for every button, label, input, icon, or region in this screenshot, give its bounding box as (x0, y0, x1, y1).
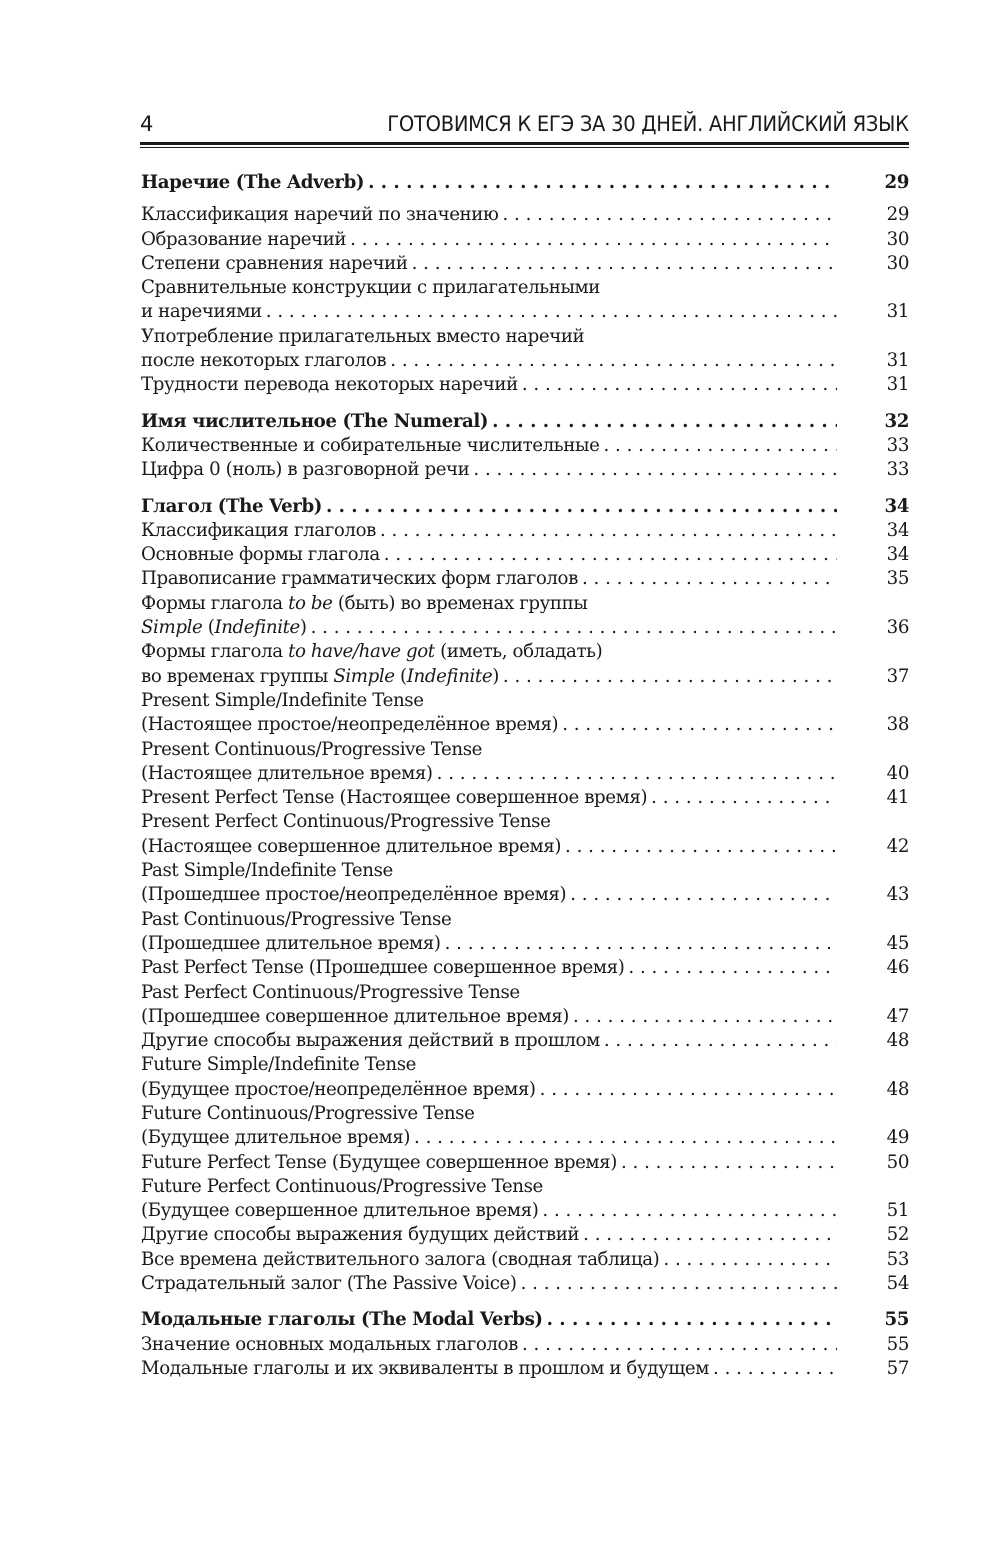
toc-entry-title (141, 1308, 543, 1332)
text-segment: Present Perfect Continuous/Progressive Tense (141, 811, 551, 833)
toc-line (141, 543, 909, 567)
dot-leader (565, 835, 837, 859)
dot-leader (414, 1126, 837, 1150)
toc-entry-title (141, 1199, 538, 1223)
text-segment: после некоторых глаголов (141, 350, 387, 372)
toc-entry (141, 203, 909, 227)
text-segment: ) (299, 617, 307, 639)
toc-entry-title (141, 1053, 416, 1077)
toc-entry-title (141, 1126, 410, 1150)
text-segment: (Прошедшее совершенное длительное время) (141, 1005, 569, 1027)
toc-line (141, 1151, 909, 1175)
text-segment: Present Perfect Tense (Настоящее совершенное время) (141, 787, 648, 809)
toc-line (141, 616, 909, 640)
text-segment: Past Continuous/Progressive Tense (141, 908, 452, 930)
text-segment: Present Continuous/Progressive Tense (141, 738, 483, 760)
toc-line (141, 410, 909, 434)
toc-entry-title (141, 956, 624, 980)
dot-leader (473, 458, 837, 482)
toc-entry-title (141, 1175, 543, 1199)
toc-entry (141, 1029, 909, 1053)
text-segment: Формы глагола (141, 641, 289, 663)
toc-page-number: 54 (886, 1273, 909, 1295)
toc-page-number: 46 (886, 957, 909, 979)
toc-entry (141, 252, 909, 276)
text-segment: Past Perfect Tense (Прошедшее совершенное время) (141, 957, 625, 979)
toc-line (141, 1333, 909, 1357)
text-segment: (Прошедшее простое/неопределённое время) (141, 884, 567, 906)
text-segment: (Настоящее длительное время) (141, 762, 433, 784)
toc-page-number: 51 (886, 1200, 909, 1222)
toc-page-number: 50 (886, 1151, 909, 1173)
toc-page-number: 30 (886, 252, 909, 274)
text-segment: Все времена действительного залога (сводная таблица) (141, 1248, 660, 1270)
text-segment: (Будущее совершенное длительное время) (141, 1200, 539, 1222)
toc-page-number: 55 (884, 1309, 909, 1331)
toc-entry-title (141, 1357, 709, 1381)
toc-page-number: 29 (884, 172, 909, 193)
toc-page-number: 48 (886, 1078, 909, 1100)
dot-leader (713, 1357, 837, 1381)
toc-entry (141, 908, 909, 957)
running-header (140, 104, 909, 136)
toc-entry-title (141, 713, 558, 737)
text-segment: Степени сравнения наречий (141, 252, 408, 274)
toc-entry-title (141, 410, 488, 434)
text-segment: Наречие (The Adverb) (141, 172, 365, 193)
toc-page-number: 40 (886, 762, 909, 784)
dot-leader (502, 203, 837, 227)
toc-entry-title (141, 171, 364, 195)
dot-leader (390, 349, 837, 373)
toc-entry-title (141, 1102, 474, 1126)
running-title: ГОТОВИМСЯ К ЕГЭ ЗА 30 ДНЕЙ. АНГЛИЙСКИЙ ЯЗЫК (387, 112, 909, 136)
toc-entry-title (141, 835, 561, 859)
dot-leader (542, 1199, 837, 1223)
dot-leader (583, 1223, 837, 1247)
italic-term: Indefinite (214, 617, 300, 639)
toc-line (141, 171, 909, 195)
text-segment: Future Perfect Tense (Будущее совершенное время) (141, 1151, 617, 1173)
toc-entry (141, 1053, 909, 1102)
italic-term: Simple (141, 617, 203, 639)
toc-entry (141, 859, 909, 908)
toc-page-number: 31 (886, 301, 909, 323)
toc-line (141, 1308, 909, 1332)
toc-line (141, 932, 909, 956)
toc-line (141, 325, 909, 349)
toc-line (141, 1053, 909, 1077)
toc-line (141, 349, 909, 373)
toc-page-number: 35 (886, 568, 909, 590)
toc-section-heading (141, 1308, 909, 1332)
toc-line (141, 458, 909, 482)
toc-entry-title (141, 932, 441, 956)
toc-entry-title (141, 1005, 569, 1029)
toc-entry-title (141, 1151, 617, 1175)
toc-entry (141, 228, 909, 252)
dot-leader (437, 762, 837, 786)
dot-leader (621, 1151, 837, 1175)
text-segment: Другие способы выражения действий в прошлом (141, 1030, 600, 1052)
toc-page-number: 32 (884, 410, 909, 432)
toc-section-heading (141, 495, 909, 519)
toc-line (141, 883, 909, 907)
toc-page-number: 29 (886, 204, 909, 226)
text-segment: ) (492, 665, 499, 687)
dot-leader (521, 1272, 837, 1296)
toc-page-number: 49 (886, 1127, 909, 1149)
toc-line (141, 738, 909, 762)
text-segment: Имя числительное (The Numeral) (141, 410, 489, 432)
toc-line (141, 956, 909, 980)
toc-entry (141, 981, 909, 1030)
dot-leader (628, 956, 837, 980)
dot-leader (412, 252, 837, 276)
toc-entry (141, 543, 909, 567)
toc-entry-title (141, 908, 451, 932)
toc-line (141, 1005, 909, 1029)
toc-entry (141, 434, 909, 458)
toc-line (141, 1357, 909, 1381)
toc-entry-title (141, 228, 346, 252)
toc-entry (141, 640, 909, 689)
toc-entry (141, 567, 909, 591)
toc-line (141, 713, 909, 737)
toc-page-number: 48 (886, 1030, 909, 1052)
toc-page-number: 37 (886, 665, 909, 687)
text-segment: Past Perfect Continuous/Progressive Tense (141, 981, 520, 1003)
toc-entry (141, 276, 909, 325)
dot-leader (350, 228, 837, 252)
toc-entry (141, 325, 909, 374)
toc-entry-title (141, 349, 386, 373)
dot-leader (562, 713, 837, 737)
toc-entry-title (141, 1029, 600, 1053)
dot-leader (522, 373, 837, 397)
text-segment: Формы глагола (141, 592, 289, 614)
toc-entry-title (141, 325, 584, 349)
toc-entry-title (141, 203, 498, 227)
toc-entry-title (141, 810, 550, 834)
toc-line (141, 373, 909, 397)
text-segment: Глагол (The Verb) (141, 495, 322, 517)
toc-entry (141, 1248, 909, 1272)
dot-leader (573, 1005, 837, 1029)
text-segment: (Будущее длительное время) (141, 1127, 411, 1149)
toc-entry-title (141, 1248, 659, 1272)
toc-entry-title (141, 1333, 518, 1357)
text-segment: Другие способы выражения будущих действий (141, 1224, 580, 1246)
toc-entry (141, 458, 909, 482)
toc-page-number: 34 (886, 519, 909, 541)
text-segment: ( (394, 665, 407, 687)
toc-line (141, 567, 909, 591)
toc-entry (141, 956, 909, 980)
toc-line (141, 519, 909, 543)
text-segment: ( (202, 617, 215, 639)
toc-line (141, 859, 909, 883)
toc-entry (141, 592, 909, 641)
toc-section-heading (141, 171, 909, 195)
toc-line (141, 203, 909, 227)
dot-leader (522, 1333, 837, 1357)
toc-line (141, 640, 909, 664)
text-segment: Значение основных модальных глаголов (141, 1333, 518, 1355)
toc-entry-title (141, 373, 518, 397)
text-segment: Трудности перевода некоторых наречий (141, 374, 518, 396)
toc-entry-title (141, 786, 647, 810)
toc-page-number: 53 (886, 1248, 909, 1270)
toc-line (141, 1102, 909, 1126)
table-of-contents (141, 171, 909, 1381)
toc-page-number: 45 (886, 932, 909, 954)
toc-line (141, 835, 909, 859)
dot-leader (503, 665, 837, 689)
toc-line (141, 908, 909, 932)
dot-leader (582, 567, 837, 591)
italic-term: Indefinite (406, 665, 493, 687)
toc-page-number: 47 (886, 1005, 909, 1027)
toc-line (141, 1223, 909, 1247)
dot-leader (266, 300, 837, 324)
toc-page-number: 52 (886, 1224, 909, 1246)
toc-line (141, 1248, 909, 1272)
toc-line (141, 665, 909, 689)
text-segment: Основные формы глагола (141, 544, 380, 566)
text-segment: Future Continuous/Progressive Tense (141, 1102, 475, 1124)
toc-line (141, 1029, 909, 1053)
toc-entry-title (141, 1272, 517, 1296)
dot-leader (368, 171, 837, 195)
toc-line (141, 592, 909, 616)
toc-page-number: 31 (886, 350, 909, 372)
toc-entry-title (141, 665, 499, 689)
toc-line (141, 1199, 909, 1223)
text-segment: (иметь, обладать) (434, 641, 603, 663)
toc-page-number: 38 (886, 714, 909, 736)
toc-line (141, 1126, 909, 1150)
dot-leader (326, 495, 837, 519)
dot-leader (604, 1029, 837, 1053)
text-segment: Страдательный залог (The Passive Voice) (141, 1273, 517, 1295)
text-segment: Классификация глаголов (141, 519, 376, 541)
text-segment: Образование наречий (141, 228, 347, 250)
toc-page-number: 30 (886, 228, 909, 250)
toc-line (141, 810, 909, 834)
toc-entry-title (141, 738, 482, 762)
dot-leader (570, 883, 837, 907)
header-rule-thin (140, 147, 909, 148)
toc-entry (141, 738, 909, 787)
text-segment: Future Simple/Indefinite Tense (141, 1054, 416, 1076)
dot-leader (445, 932, 837, 956)
toc-entry-title (141, 981, 520, 1005)
text-segment: Классификация наречий по значению (141, 204, 499, 226)
toc-entry-title (141, 859, 393, 883)
toc-entry-title (141, 543, 380, 567)
toc-page-number: 34 (884, 495, 909, 517)
text-segment: Количественные и собирательные числительные (141, 434, 600, 456)
dot-leader (380, 519, 837, 543)
italic-term: to have/have got (288, 641, 435, 663)
toc-page-number: 43 (886, 884, 909, 906)
toc-page-number: 33 (886, 459, 909, 481)
toc-page-number: 31 (886, 374, 909, 396)
toc-entry-title (141, 458, 469, 482)
toc-entry (141, 786, 909, 810)
toc-entry-title (141, 519, 376, 543)
toc-entry (141, 373, 909, 397)
text-segment: Сравнительные конструкции с прилагательными (141, 277, 600, 299)
toc-line (141, 689, 909, 713)
toc-line (141, 1078, 909, 1102)
dot-leader (540, 1078, 837, 1102)
text-segment: Правописание грамматических форм глаголов (141, 568, 578, 590)
toc-line (141, 762, 909, 786)
toc-entry-title (141, 495, 322, 519)
dot-leader (547, 1308, 837, 1332)
toc-line (141, 228, 909, 252)
text-segment: Модальные глаголы и их эквиваленты в прошлом и будущем (141, 1357, 709, 1379)
text-segment: (Настоящее совершенное длительное время) (141, 835, 562, 857)
text-segment: и наречиями (141, 301, 262, 323)
toc-page-number: 55 (886, 1333, 909, 1355)
toc-line (141, 276, 909, 300)
toc-entry (141, 1175, 909, 1224)
text-segment: Модальные глаголы (The Modal Verbs) (141, 1309, 543, 1331)
italic-term: Simple (333, 665, 395, 687)
dot-leader (651, 786, 837, 810)
text-segment: (Будущее простое/неопределённое время) (141, 1078, 536, 1100)
toc-entry-title (141, 300, 262, 324)
text-segment: во временах группы (141, 665, 334, 687)
toc-entry (141, 1223, 909, 1247)
toc-entry-title (141, 1078, 536, 1102)
toc-line (141, 252, 909, 276)
text-segment: (Настоящее простое/неопределённое время) (141, 714, 559, 736)
toc-page-number: 33 (886, 434, 909, 456)
toc-entry (141, 810, 909, 859)
text-segment: Цифра 0 (ноль) в разговорной речи (141, 459, 470, 481)
toc-entry-title (141, 252, 408, 276)
dot-leader (492, 410, 837, 434)
header-rule-thick (140, 142, 909, 145)
toc-entry (141, 1357, 909, 1381)
text-segment: Употребление прилагательных вместо наречий (141, 325, 585, 347)
toc-entry (141, 1333, 909, 1357)
dot-leader (384, 543, 837, 567)
toc-line (141, 981, 909, 1005)
toc-entry-title (141, 640, 602, 664)
toc-page-number: 57 (886, 1357, 909, 1379)
toc-entry (141, 689, 909, 738)
italic-term: to be (288, 592, 333, 614)
toc-section-heading (141, 410, 909, 434)
toc-line (141, 300, 909, 324)
text-segment: Present Simple/Indefinite Tense (141, 689, 424, 711)
text-segment: (Прошедшее длительное время) (141, 932, 441, 954)
dot-leader (311, 616, 837, 640)
toc-page-number: 42 (886, 835, 909, 857)
text-segment: (быть) во временах группы (332, 592, 588, 614)
toc-page-number: 36 (886, 617, 909, 639)
dot-leader (603, 434, 837, 458)
toc-line (141, 1175, 909, 1199)
page-number: 4 (140, 112, 154, 136)
toc-entry-title (141, 762, 433, 786)
toc-page-number: 34 (886, 544, 909, 566)
toc-entry (141, 1272, 909, 1296)
toc-line (141, 434, 909, 458)
toc-entry-title (141, 616, 307, 640)
toc-entry-title (141, 567, 578, 591)
toc-entry-title (141, 592, 587, 616)
text-segment: Future Perfect Continuous/Progressive Tense (141, 1175, 543, 1197)
dot-leader (663, 1248, 837, 1272)
toc-line (141, 1272, 909, 1296)
toc-entry-title (141, 434, 599, 458)
toc-line (141, 786, 909, 810)
toc-entry-title (141, 883, 566, 907)
toc-entry (141, 519, 909, 543)
text-segment: Past Simple/Indefinite Tense (141, 860, 393, 882)
toc-line (141, 495, 909, 519)
toc-entry (141, 1151, 909, 1175)
toc-entry-title (141, 1223, 579, 1247)
toc-entry-title (141, 276, 600, 300)
toc-page-number: 41 (886, 787, 909, 809)
toc-entry (141, 1102, 909, 1151)
toc-entry-title (141, 689, 424, 713)
